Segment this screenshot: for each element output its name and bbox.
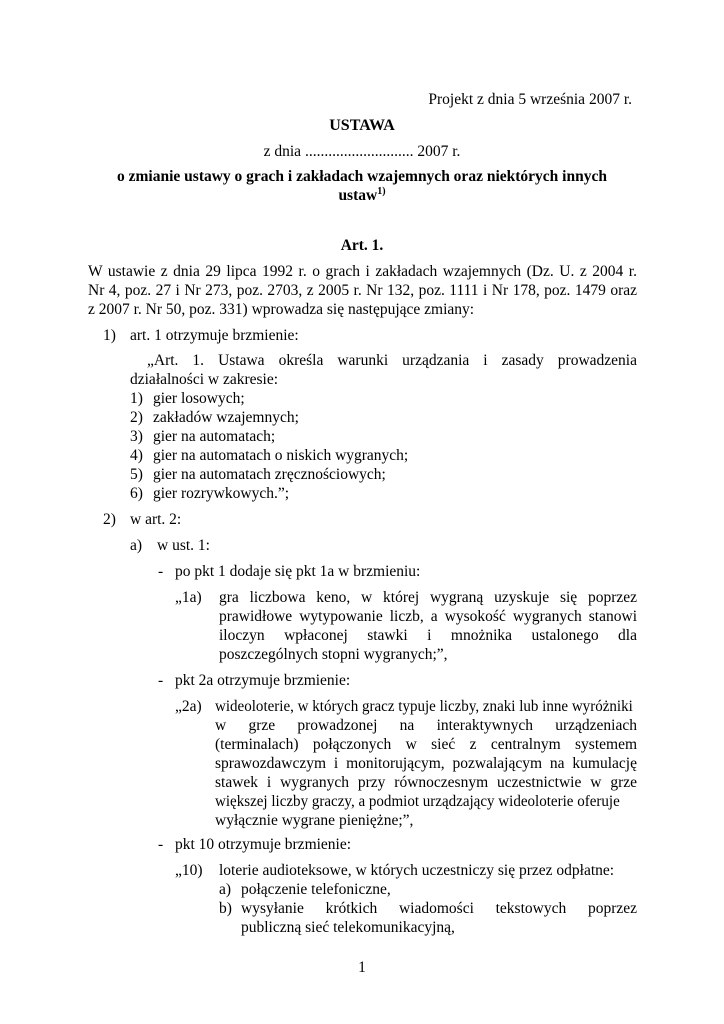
- list-item-number: 1): [130, 390, 143, 407]
- quote-10-item-text: wysyłanie krótkich wiadomości tekstowych poprzez: [241, 900, 637, 917]
- intro-line-2: Nr 4, poz. 27 i Nr 273, poz. 2703, z 2005 r. Nr 132, poz. 1111 i Nr 178, poz. 1479 oraz: [88, 282, 637, 299]
- quote-2a-line: [215, 792, 637, 811]
- quote-10-item-letter: b): [219, 900, 232, 917]
- letter-a-number: a): [130, 537, 143, 554]
- quote-2a-line: w grze prowadzonej na interaktywnych urządzeniach: [215, 717, 637, 734]
- quote-1a-line: poszczególnych stopni wygranych;”,: [219, 646, 448, 663]
- list-item-number: 3): [130, 428, 143, 445]
- list-item-number: 4): [130, 447, 143, 464]
- list-item-text: gier na automatach;: [153, 428, 276, 445]
- quote-10-item-text: połączenie telefoniczne,: [241, 881, 391, 898]
- quote-2a-line-text: większej liczby graczy, a podmiot urządzający wideoloterie oferuje: [215, 793, 620, 810]
- point-1-text: art. 1 otrzymuje brzmienie:: [130, 327, 299, 344]
- act-date: z dnia ............................ 2007 r.: [263, 143, 461, 160]
- act-subject-line-1: o zmianie ustawy o grach i zakładach wzajemnych oraz niektórych innych: [117, 168, 607, 185]
- quote-10-item-continuation: publiczną sieć telekomunikacyjną,: [241, 919, 455, 936]
- dash-3-text: pkt 10 otrzymuje brzmienie:: [175, 836, 352, 853]
- quote-2a-line: sprawozdawczym i monitorującym, pozwalającym na kumulację: [215, 755, 637, 772]
- act-subject-line-2-text: ustaw: [338, 187, 378, 204]
- quote-2a-number: „2a): [175, 698, 202, 715]
- dash-marker: -: [158, 836, 164, 853]
- intro-line-1: W ustawie z dnia 29 lipca 1992 r. o grach i zakładach wzajemnych (Dz. U. z 2004 r.: [88, 263, 637, 280]
- dash-marker: -: [158, 563, 164, 580]
- act-subject-line-2: [0, 186, 724, 205]
- list-item-number: 5): [130, 466, 143, 483]
- footnote-reference: 1): [377, 185, 386, 197]
- quote-1a-line: prawidłowe wytypowanie liczb, a wysokość wygranych stanowi: [219, 608, 637, 625]
- quote-2a-line-text: wideoloterie, w których gracz typuje liczby, znaki lub inne wyróżniki: [215, 698, 633, 715]
- list-item-number: 2): [130, 409, 143, 426]
- point-1-number: 1): [103, 327, 116, 344]
- quote-2a-line: [215, 697, 637, 716]
- act-title: USTAWA: [329, 117, 395, 134]
- list-item-text: gier losowych;: [153, 390, 245, 407]
- quote-2a-line: stawek i wygranych przy równoczesnym uczestnictwie w grze: [215, 774, 637, 791]
- quote-2a-line: wyłącznie wygrane pieniężne;”,: [215, 812, 414, 829]
- article-1-heading: Art. 1.: [340, 237, 384, 254]
- point-2-text: w art. 2:: [130, 511, 182, 528]
- quote-10-text: loterie audioteksowe, w których uczestniczy się przez odpłatne:: [219, 862, 615, 879]
- dash-1-text: po pkt 1 dodaje się pkt 1a w brzmieniu:: [175, 563, 421, 580]
- dash-2-text: pkt 2a otrzymuje brzmienie:: [175, 672, 351, 689]
- art1-quote-line-2: działalności w zakresie:: [130, 371, 279, 388]
- quote-10-number: „10): [175, 862, 203, 879]
- list-item-text: gier na automatach zręcznościowych;: [153, 466, 386, 483]
- quote-10-item-letter: a): [219, 881, 232, 898]
- list-item-number: 6): [130, 485, 143, 502]
- list-item-text: gier na automatach o niskich wygranych;: [153, 447, 409, 464]
- letter-a-text: w ust. 1:: [157, 537, 210, 554]
- list-item-text: gier rozrywkowych.”;: [153, 485, 290, 502]
- intro-line-3: z 2007 r. Nr 50, poz. 331) wprowadza się następujące zmiany:: [88, 301, 475, 318]
- dash-marker: -: [158, 672, 164, 689]
- quote-2a-line: (terminalach) połączonych w sieć z centralnym systemem: [215, 736, 637, 753]
- point-2-number: 2): [103, 511, 116, 528]
- quote-1a-number: „1a): [175, 589, 202, 606]
- project-date-note: Projekt z dnia 5 września 2007 r.: [428, 91, 632, 108]
- quote-1a-line: iloczyn wpłaconej stawki i mnożnika ustalonego dla: [219, 627, 637, 644]
- page-number: 1: [358, 959, 366, 976]
- art1-quote-line-1: „Art. 1. Ustawa określa warunki urządzania i zasady prowadzenia: [147, 352, 637, 369]
- list-item-text: zakładów wzajemnych;: [153, 409, 299, 426]
- quote-1a-line: gra liczbowa keno, w której wygraną uzyskuje się poprzez: [219, 589, 637, 606]
